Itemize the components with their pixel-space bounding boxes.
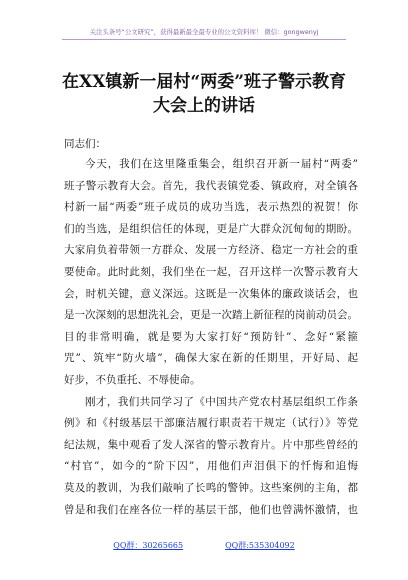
body-line: 例》和《村级基层干部廉洁履行职责若干规定（试行）》等党 bbox=[64, 417, 358, 430]
title-line-2: 大会上的讲话 bbox=[153, 96, 255, 116]
body-line: 目的非常明确，就是要为大家打好“预防针”、念好“紧箍 bbox=[64, 330, 358, 343]
body-line: 咒”、筑牢“防火墙”，确保大家在新的任期里，开好局、起 bbox=[64, 352, 358, 365]
body-line: 是一次深刻的思想洗礼会，更是一次踏上新征程的岗前动员会。 bbox=[64, 309, 358, 322]
body-line: 村新一届“两委”班子成员的成功当选，表示热烈的祝贺！你 bbox=[64, 201, 358, 214]
body-line: “村官”，如今的“阶下囚”，用他们声泪俱下的忏悔和追悔 bbox=[64, 460, 358, 473]
body-line: 好步，不负重托、不辱使命。 bbox=[64, 373, 201, 386]
body-line: 们的当选，是组织信任的体现，更是广大群众沉甸甸的期盼。 bbox=[64, 222, 358, 235]
header-banner: 关注头条号“公文研究”，获得最新最全最专业的公文资料库！ 微信：gongwenyj bbox=[89, 28, 319, 36]
body-line: 会，时机关键，意义深远。这既是一次集体的廉政谈话会，也 bbox=[64, 287, 358, 300]
qq-group-link-2[interactable]: QQ群:535304092 bbox=[225, 541, 295, 550]
body-line: 曾是和我们在座各位一样的基层干部，他们也曾满怀激情，也 bbox=[64, 503, 358, 516]
body-line: 大家肩负着带领一方群众、发展一方经济、稳定一方社会的重 bbox=[64, 244, 358, 257]
body-line: 纪法规，集中观看了发人深省的警示教育片。片中那些曾经的 bbox=[64, 438, 358, 451]
body-line: 今天，我们在这里隆重集会，组织召开新一届村“两委” bbox=[85, 158, 358, 170]
footer-contacts bbox=[0, 540, 408, 551]
document-title bbox=[40, 70, 368, 118]
body-line: 班子警示教育大会。首先，我代表镇党委、镇政府，对全镇各 bbox=[64, 179, 358, 192]
header-divider bbox=[62, 39, 346, 40]
title-line-1: 在XX镇新一届村“两委”班子警示教育 bbox=[62, 72, 346, 92]
qq-group-link-1[interactable]: QQ群：30265665 bbox=[113, 541, 184, 550]
salutation: 同志们： bbox=[64, 138, 106, 150]
body-line: 莫及的教训，为我们敲响了长鸣的警钟。这些案例的主角，都 bbox=[64, 481, 358, 494]
body-line: 要使命。此时此刻，我们坐在一起，召开这样一次警示教育大 bbox=[64, 265, 358, 278]
document-body bbox=[64, 154, 358, 521]
body-line: 刚才，我们共同学习了《中国共产党农村基层组织工作条 bbox=[85, 395, 358, 408]
